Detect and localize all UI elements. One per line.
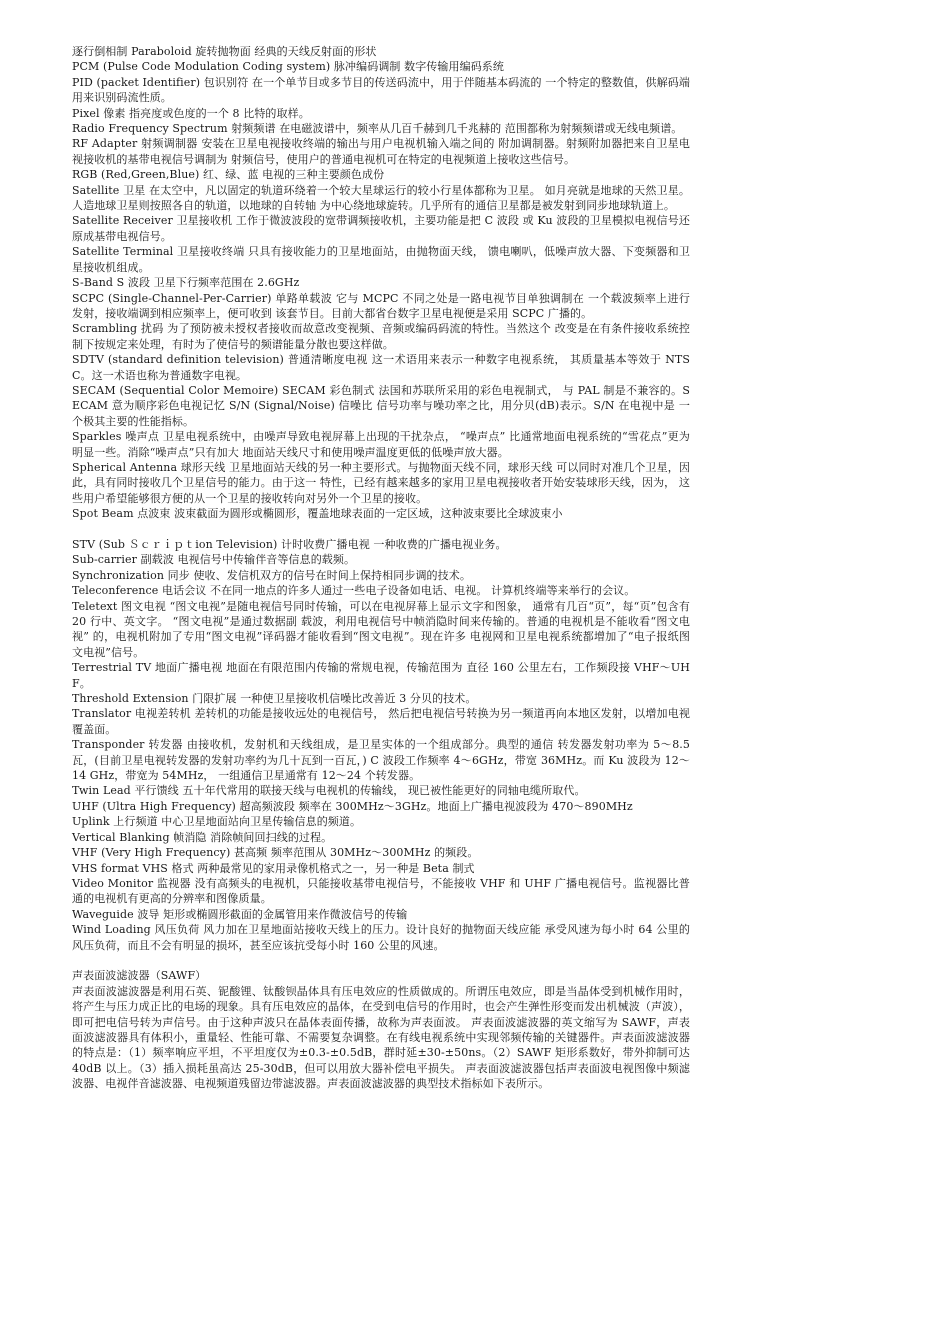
glossary-gap [72,522,690,537]
glossary-entry: Sparkles 噪声点 卫星电视系统中，由噪声导致电视屏幕上出现的干扰杂点， “噪声点” 比通常地面电视系统的“雪花点”更为明显一些。消除“噪声点”只有加大 地面站天线尺寸和使用噪声温度更低的低噪声放大器。 [72,430,690,459]
section-gap [72,953,690,968]
glossary-entry: RGB (Red,Green,Blue) 红、绿、蓝 电视的三种主要颜色成份 [72,168,385,182]
glossary-entry: Satellite 卫星 在太空中，凡以固定的轨道环绕着一个较大星球运行的较小行星体都称为卫星。 如月亮就是地球的天然卫星。人造地球卫星则按照各自的轨道，以地球的自转轴 为中心绕地球旋转。几乎所有的通信卫星都是被发射到同步地球轨道上。 [72,183,690,213]
glossary-entry: Waveguide 波导 矩形或椭圆形截面的金属管用来作微波信号的传输 [72,907,408,921]
glossary-entry: Synchronization 同步 使收、发信机双方的信号在时间上保持相同步调的技术。 [72,568,471,582]
glossary-entry: Transponder 转发器 由接收机，发射机和天线组成，是卫星实体的一个组成部分。典型的通信 转发器发射功率为 5～8.5 瓦，(目前卫星电视转发器的发射功率约为几十瓦到一百瓦，) C 波段工作频率 4～6GHz，带宽 36MHz。而 Ku 波段为 12～14 GHz，带宽为 54MHz， 一组通信卫星通常有 12～24 个转发器。 [72,738,690,783]
glossary-entry: Uplink 上行频道 中心卫星地面站向卫星传输信息的频道。 [72,815,362,829]
glossary-entry: Radio Frequency Spectrum 射频频谱 在电磁波谱中，频率从几百千赫到几千兆赫的 范围都称为射频频谱或无线电频谱。 [72,122,683,136]
document-body [72,44,690,1092]
glossary-entry: PCM (Pulse Code Modulation Coding system) 脉冲编码调制 数字传输用编码系统 [72,60,505,74]
glossary-entry: SECAM (Sequential Color Memoire) SECAM 彩色制式 法国和苏联所采用的彩色电视制式， 与 PAL 制是不兼容的。SECAM 意为顺序彩色电视记忆 S/N (Signal/Noise) 信噪比 信号功率与噪功率之比，用分贝(dB)表示。S/N 在电视中是 一个极其主要的性能指标。 [72,383,690,428]
glossary-entry: PID (packet Identifier) 包识别符 在一个单节目或多节目的传送码流中，用于伴随基本码流的 一个特定的整数值，供解码端用来识别码流性质。 [72,75,690,105]
glossary-entry: STV (Sub Ｓｃｒｉｐｔion Television) 计时收费广播电视 一种收费的广播电视业务。 [72,537,507,551]
glossary-entry: Teletext 图文电视 “图文电视”是随电视信号同时传输，可以在电视屏幕上显示文字和图象， 通常有几百“页”，每“页”包含有 20 行中、英文字。 “图文电视”是通过数据副 载波，利用电视信号中帧消隐时间来传输的。普通的电视机是不能收看“图文电视” 的，电视机附加了专用“图文电视”译码器才能收看到“图文电视”。现在许多 电视网和卫星电视系统都增加了“电子报纸图文电视”信号。 [72,599,690,659]
glossary-entry: Satellite Terminal 卫星接收终端 只具有接收能力的卫星地面站，由抛物面天线， 馈电喇叭，低噪声放大器、下变频器和卫星接收机组成。 [72,245,690,274]
glossary-entry: VHF (Very High Frequency) 甚高频 频率范围从 30MHz～300MHz 的频段。 [72,846,479,860]
glossary-entry: 逐行倒相制 Paraboloid 旋转抛物面 经典的天线反射面的形状 [72,45,377,58]
glossary-entry: SCPC (Single-Channel-Per-Carrier) 单路单载波 它与 MCPC 不同之处是一路电视节目单独调制在 一个载波频率上进行发射，接收端调到相应频率上，便可收到 该套节目。目前大都省台数字卫星电视便是采用 SCPC 广播的。 [72,291,690,320]
saw-section-body: 声表面波滤波器是利用石英、铌酸锂、钛酸钡晶体具有压电效应的性质做成的。所谓压电效应，即是当晶体受到机械作用时，将产生与压力成正比的电场的现象。具有压电效应的晶体，在受到电信号的作用时，也会产生弹性形变而发出机械波（声波），即可把电信号转为声信号。由于这种声波只在晶体表面传播，故称为声表面波。 声表面波滤波器的英文缩写为 SAWF，声表面波滤波器具有体积小，重量轻、性能可靠、不需要复杂调整。在有线电视系统中实现邻频传输的关键器件。声表面波滤波器的特点是：（1）频率响应平坦，不平坦度仅为±0.3-±0.5dB，群时延±30-±50ns。（2）SAWF 矩形系数好，带外抑制可达 40dB 以上。（3）插入损耗虽高达 25-30dB，但可以用放大器补偿电平损失。 声表面波滤波器包括声表面波电视图像中频滤波器、电视伴音滤波器、电视频道残留边带滤波器。声表面波滤波器的典型技术指标如下表所示。 [72,984,690,1091]
glossary-entry: VHS format VHS 格式 两种最常见的家用录像机格式之一，另一种是 Beta 制式 [72,861,475,875]
glossary-entry: RF Adapter 射频调制器 安装在卫星电视接收终端的输出与用户电视机输入端之间的 附加调制器。射频附加器把来自卫星电视接收机的基带电视信号调制为 射频信号，使用户的普通电视机可在特定的电视频道上接收这些信号。 [72,137,690,166]
glossary-entry: Vertical Blanking 帧消隐 消除帧间回扫线的过程。 [72,830,333,844]
glossary-list [72,44,690,953]
glossary-entry: Spot Beam 点波束 波束截面为圆形或椭圆形，覆盖地球表面的一定区域，这种波束要比全球波束小 [72,507,563,521]
glossary-entry: Video Monitor 监视器 没有高频头的电视机，只能接收基带电视信号，不能接收 VHF 和 UHF 广播电视信号。监视器比普通的电视机有更高的分辨率和图像质量。 [72,876,690,906]
glossary-entry: S-Band S 波段 卫星下行频率范围在 2.6GHz [72,276,300,290]
glossary-entry: Sub-carrier 副载波 电视信号中传输伴音等信息的载频。 [72,553,356,567]
glossary-entry: UHF (Ultra High Frequency) 超高频波段 频率在 300MHz～3GHz。地面上广播电视波段为 470～890MHz [72,799,633,813]
glossary-entry: Terrestrial TV 地面广播电视 地面在有限范围内传输的常规电视，传输范围为 直径 160 公里左右，工作频段接 VHF～UHF。 [72,661,690,690]
glossary-entry: Satellite Receiver 卫星接收机 工作于微波波段的宽带调频接收机，主要功能是把 C 波段 或 Ku 波段的卫星模拟电视信号还原成基带电视信号。 [72,214,690,243]
glossary-entry: Scrambling 扰码 为了预防被未授权者接收而故意改变视频、音频或编码码流的特性。当然这个 改变是在有条件接收系统控制下按规定来处理，有时为了使信号的频谱能量分散也要这样做。 [72,322,690,351]
glossary-entry: Pixel 像素 指亮度或色度的一个 8 比特的取样。 [72,106,310,120]
glossary-entry: Translator 电视差转机 差转机的功能是接收远处的电视信号， 然后把电视信号转换为另一频道再向本地区发射，以增加电视覆盖面。 [72,707,690,736]
glossary-entry: Threshold Extension 门限扩展 一种使卫星接收机信噪比改善近 3 分贝的技术。 [72,692,477,706]
glossary-entry: Twin Lead 平行馈线 五十年代常用的联接天线与电视机的传输线， 现已被性能更好的同轴电缆所取代。 [72,784,586,798]
glossary-entry: Wind Loading 风压负荷 风力加在卫星地面站接收天线上的压力。设计良好的抛物面天线应能 承受风速为每小时 64 公里的风压负荷，而且不会有明显的损坏，甚至应该抗受每小时 160 公里的风速。 [72,923,690,952]
glossary-entry: Teleconference 电话会议 不在同一地点的许多人通过一些电子设备如电话、电视。 计算机终端等来举行的会议。 [72,584,636,598]
saw-section-title: 声表面波滤波器（SAWF） [72,969,207,983]
glossary-entry: SDTV (standard definition television) 普通清晰度电视 这一术语用来表示一种数字电视系统， 其质量基本等效于 NTSC。这一术语也称为普通数字电视。 [72,353,690,382]
glossary-entry: Spherical Antenna 球形天线 卫星地面站天线的另一种主要形式。与抛物面天线不同，球形天线 可以同时对准几个卫星，因此，具有同时接收几个卫星信号的能力。由于这一 特性，已经有越来越多的家用卫星电视接收者开始安装球形天线，因为， 这些用户希望能够很方便的从一个卫星的接收转向对另外一个卫星的接收。 [72,460,690,505]
